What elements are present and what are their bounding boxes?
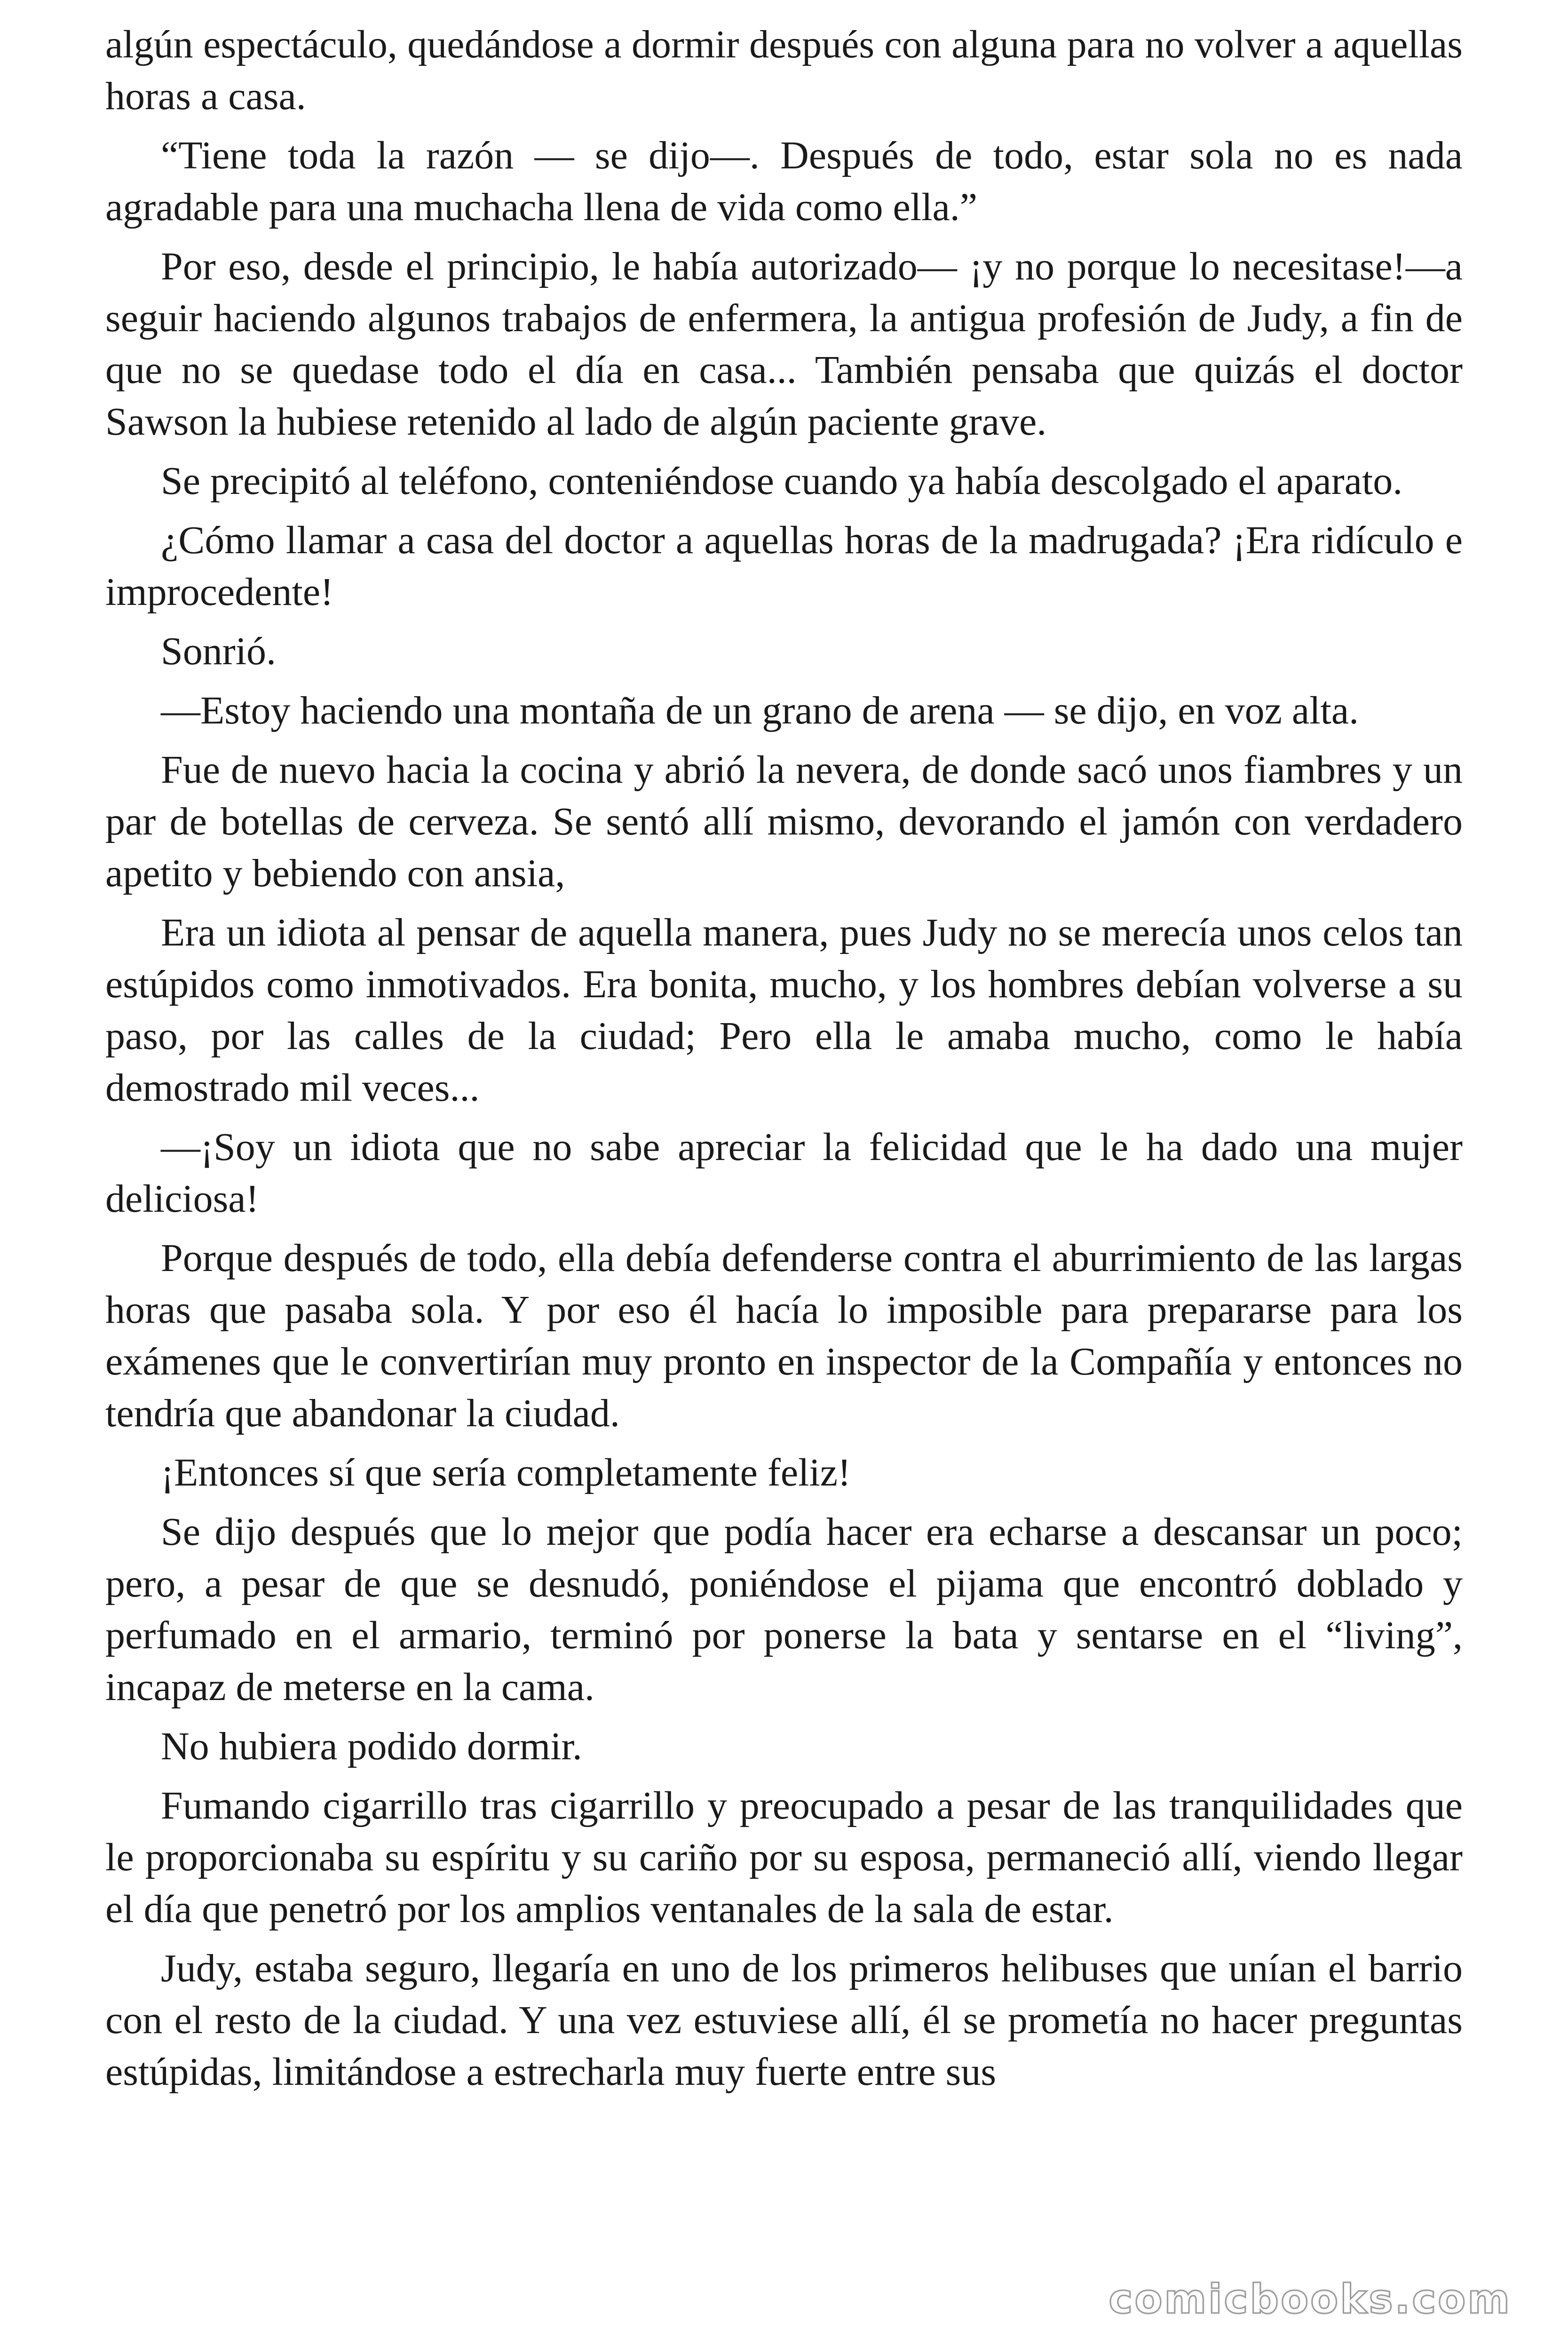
paragraph-10: —¡Soy un idiota que no sabe apreciar la felicidad que le ha dado una mujer deliciosa! <box>105 1125 1463 1221</box>
book-page-text <box>105 19 1463 2106</box>
paragraph-16: Judy, estaba seguro, llegaría en uno de los primeros helibuses que unían el barrio con el resto de la ciudad. Y una vez estuviese allí, él se prometía no hacer preguntas estúpidas, limitándose a estrecharla muy fuerte entre sus <box>105 1947 1463 2094</box>
paragraph-1: algún espectáculo, quedándose a dormir después con alguna para no volver a aquellas horas a casa. <box>105 23 1463 118</box>
paragraph-6: Sonrió. <box>161 629 277 673</box>
paragraph-5: ¿Cómo llamar a casa del doctor a aquellas horas de la madrugada? ¡Era ridículo e improcedente! <box>105 518 1463 614</box>
paragraph-2: “Tiene toda la razón — se dijo—. Después de todo, estar sola no es nada agradable para una muchacha llena de vida como ella.” <box>105 134 1463 229</box>
paragraph-3: Por eso, desde el principio, le había autorizado— ¡y no porque lo necesitase!—a seguir haciendo algunos trabajos de enfermera, la antigua profesión de Judy, a fin de que no se quedase todo el día en casa... También pensaba que quizás el doctor Sawson la hubiese retenido al lado de algún paciente grave. <box>105 245 1463 444</box>
site-watermark: comicbooks.com <box>1109 2276 1512 2323</box>
paragraph-13: Se dijo después que lo mejor que podía hacer era echarse a descansar un poco; pero, a pesar de que se desnudó, poniéndose el pijama que encontró doblado y perfumado en el armario, terminó por ponerse la bata y sentarse en el “living”, incapaz de meterse en la cama. <box>105 1510 1463 1709</box>
paragraph-4: Se precipitó al teléfono, conteniéndose cuando ya había descolgado el aparato. <box>161 459 1403 503</box>
paragraph-12: ¡Entonces sí que sería completamente feliz! <box>161 1451 851 1494</box>
paragraph-9: Era un idiota al pensar de aquella manera, pues Judy no se merecía unos celos tan estúpidos como inmotivados. Era bonita, mucho, y los hombres debían volverse a su paso, por las calles de la ciudad; Pero ella le amaba mucho, como le había demostrado mil veces... <box>105 911 1463 1110</box>
paragraph-8: Fue de nuevo hacia la cocina y abrió la nevera, de donde sacó unos fiambres y un par de botellas de cerveza. Se sentó allí mismo, devorando el jamón con verdadero apetito y bebiendo con ansia, <box>105 748 1463 895</box>
paragraph-7: —Estoy haciendo una montaña de un grano de arena — se dijo, en voz alta. <box>161 689 1359 732</box>
paragraph-14: No hubiera podido dormir. <box>161 1724 582 1768</box>
paragraph-11: Porque después de todo, ella debía defenderse contra el aburrimiento de las largas horas que pasaba sola. Y por eso él hacía lo imposible para prepararse para los exámenes que le convertirían muy pronto en inspector de la Compañía y entonces no tendría que abandonar la ciudad. <box>105 1236 1463 1435</box>
paragraph-15: Fumando cigarrillo tras cigarrillo y preocupado a pesar de las tranquilidades que le proporcionaba su espíritu y su cariño por su esposa, permaneció allí, viendo llegar el día que penetró por los amplios ventanales de la sala de estar. <box>105 1784 1463 1931</box>
